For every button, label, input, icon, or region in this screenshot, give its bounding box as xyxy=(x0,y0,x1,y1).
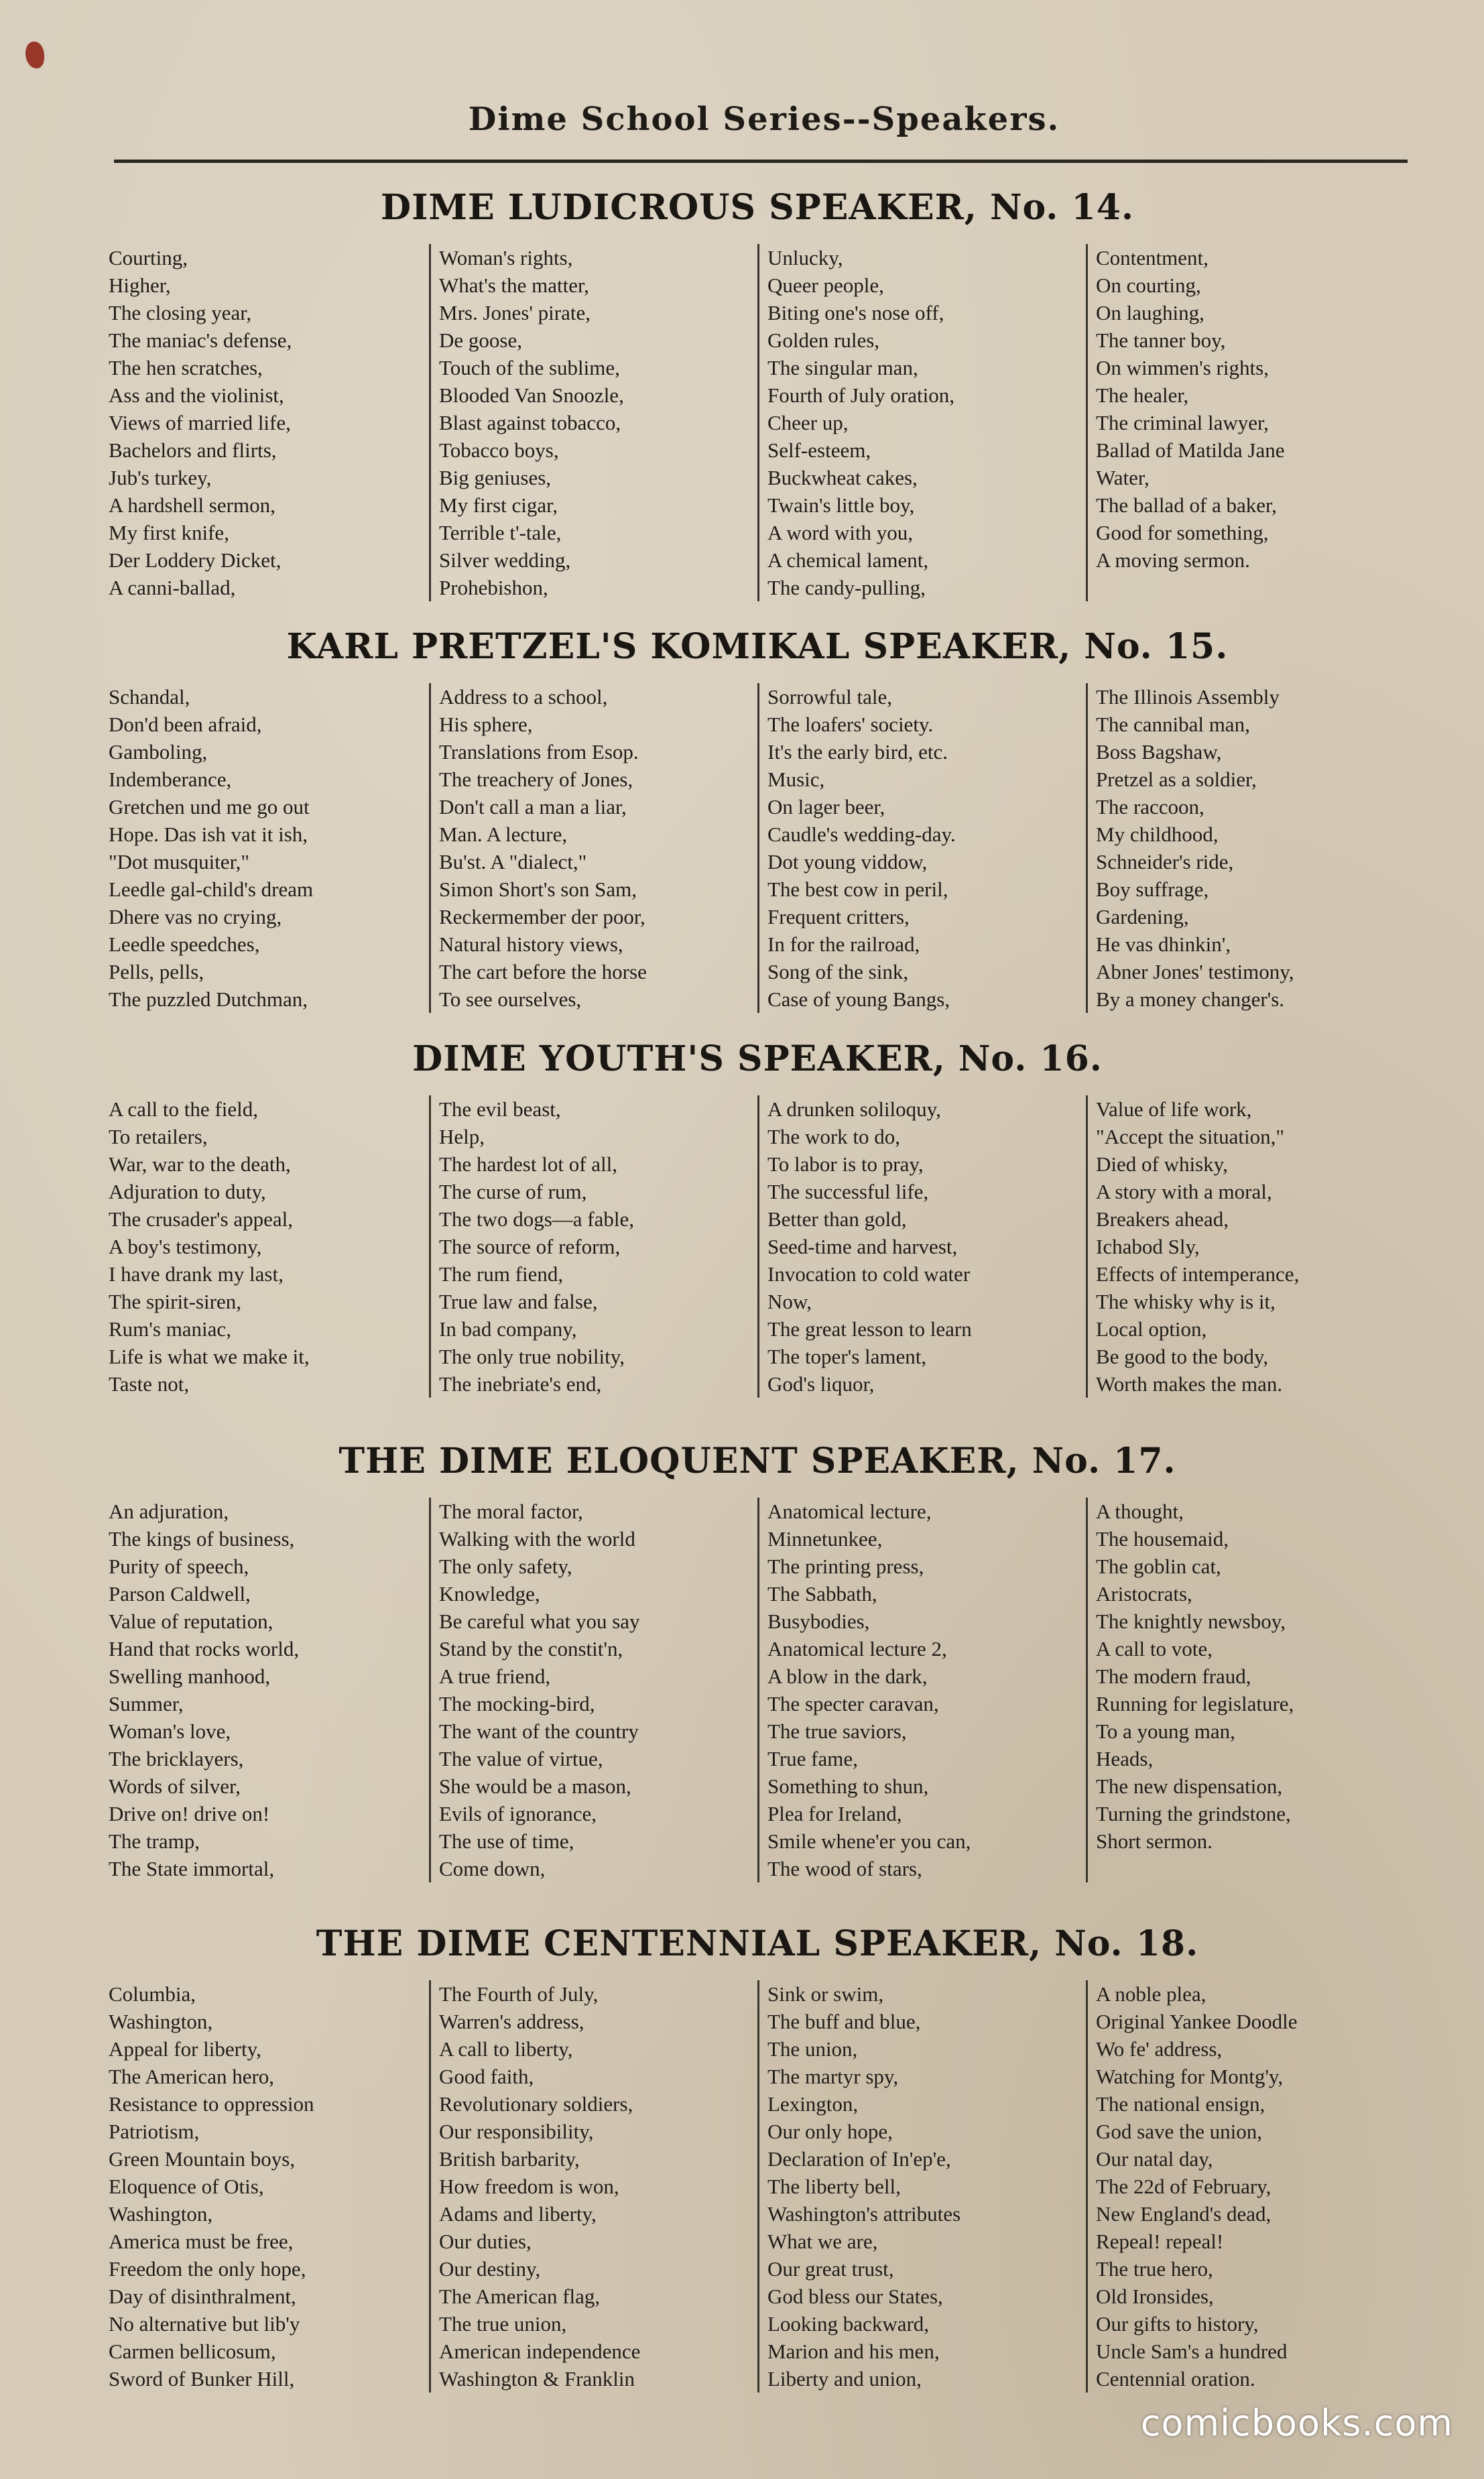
section-speaker-16 xyxy=(101,1032,1414,1398)
speech-title-entry: The goblin cat, xyxy=(1096,1555,1221,1578)
speech-title-entry: Parson Caldwell, xyxy=(109,1582,251,1606)
speech-title-entry: Caudle's wedding-day. xyxy=(767,823,956,846)
column-1 xyxy=(101,244,429,601)
speech-title-entry: Better than gold, xyxy=(767,1207,907,1231)
speech-title-entry: A boy's testimony, xyxy=(109,1235,262,1258)
speech-title-entry: Gardening, xyxy=(1096,905,1189,928)
column-1 xyxy=(101,1980,429,2393)
speech-title-entry: Worth makes the man. xyxy=(1096,1372,1283,1396)
watermark: comicbooks.com xyxy=(1140,2402,1453,2444)
speech-title-entry: Prohebishon, xyxy=(439,576,548,599)
speech-title-entry: Boy suffrage, xyxy=(1096,878,1209,901)
speech-title-entry: The bricklayers, xyxy=(109,1747,244,1770)
speech-title-entry: Blooded Van Snoozle, xyxy=(439,383,624,407)
speech-title-entry: Minnetunkee, xyxy=(767,1527,883,1551)
speech-title-entry: Frequent critters, xyxy=(767,905,910,928)
speech-title-entry: Now, xyxy=(767,1290,812,1313)
speech-title-entry: He vas dhinkin', xyxy=(1096,932,1231,956)
speech-title-entry: Wo fe' address, xyxy=(1096,2037,1223,2061)
speech-title-entry: The tanner boy, xyxy=(1096,328,1226,352)
speech-title-entry: Drive on! drive on! xyxy=(109,1802,270,1825)
speech-title-entry: Terrible t'-tale, xyxy=(439,521,562,544)
speech-title-entry: Address to a school, xyxy=(439,685,608,709)
speech-title-entry: Walking with the world xyxy=(439,1527,635,1551)
speech-title-entry: The best cow in peril, xyxy=(767,878,948,901)
speech-title-entry: The mocking-bird, xyxy=(439,1692,595,1715)
speech-title-entry: Reckermember der poor, xyxy=(439,905,645,928)
speech-title-entry: Higher, xyxy=(109,274,171,297)
speech-title-entry: A word with you, xyxy=(767,521,913,544)
speech-title-entry: On laughing, xyxy=(1096,301,1204,324)
speech-title-entry: God bless our States, xyxy=(767,2285,943,2308)
speech-title-entry: Our gifts to history, xyxy=(1096,2312,1259,2336)
speech-title-entry: The knightly newsboy, xyxy=(1096,1610,1286,1633)
speech-title-entry: By a money changer's. xyxy=(1096,987,1285,1011)
speech-title-entry: Schandal, xyxy=(109,685,190,709)
speech-title-entry: Plea for Ireland, xyxy=(767,1802,902,1825)
speech-title-entry: Centennial oration. xyxy=(1096,2367,1255,2391)
speech-title-entry: Blast against tobacco, xyxy=(439,411,621,434)
speech-title-entry: Pells, pells, xyxy=(109,960,204,983)
speech-title-entry: Smile whene'er you can, xyxy=(767,1829,971,1853)
speech-title-entry: Be good to the body, xyxy=(1096,1345,1269,1368)
speech-title-entry: Don't call a man a liar, xyxy=(439,795,627,819)
speech-title-entry: The value of virtue, xyxy=(439,1747,603,1770)
section-title: THE DIME ELOQUENT SPEAKER, No. 17. xyxy=(338,1441,1176,1482)
speech-title-entry: An adjuration, xyxy=(109,1500,229,1523)
speech-title-entry: Sword of Bunker Hill, xyxy=(109,2367,295,2391)
speech-title-entry: Our destiny, xyxy=(439,2257,541,2281)
speech-title-entry: Sorrowful tale, xyxy=(767,685,892,709)
column-3 xyxy=(757,1980,1086,2393)
speech-title-entry: The moral factor, xyxy=(439,1500,583,1523)
red-stain-mark xyxy=(25,42,44,68)
speech-title-entry: To retailers, xyxy=(109,1125,208,1148)
speech-title-entry: Uncle Sam's a hundred xyxy=(1096,2340,1288,2363)
speech-title-entry: The martyr spy, xyxy=(767,2065,899,2088)
speech-title-entry: The cannibal man, xyxy=(1096,713,1250,736)
speech-title-entry: The puzzled Dutchman, xyxy=(109,987,308,1011)
speech-title-entry: Silver wedding, xyxy=(439,548,571,572)
speech-title-entry: Washington, xyxy=(109,2010,213,2033)
speech-title-entry: A blow in the dark, xyxy=(767,1665,928,1688)
speech-title-entry: Bu'st. A "dialect," xyxy=(439,850,587,873)
speech-title-entry: Music, xyxy=(767,768,825,791)
speech-title-entry: The wood of stars, xyxy=(767,1857,922,1880)
section-title: THE DIME CENTENNIAL SPEAKER, No. 18. xyxy=(316,1923,1199,1964)
speech-title-entry: The national ensign, xyxy=(1096,2092,1265,2116)
speech-title-entry: Abner Jones' testimony, xyxy=(1096,960,1294,983)
speech-title-entry: "Accept the situation," xyxy=(1096,1125,1284,1148)
speech-title-entry: Rum's maniac, xyxy=(109,1317,231,1341)
speech-title-entry: What we are, xyxy=(767,2230,878,2253)
speech-title-entry: Leedle speedches, xyxy=(109,932,260,956)
speech-title-entry: Looking backward, xyxy=(767,2312,930,2336)
speech-title-entry: Taste not, xyxy=(109,1372,190,1396)
speech-title-entry: Woman's love, xyxy=(109,1719,231,1743)
speech-title-entry: Dot young viddow, xyxy=(767,850,928,873)
speech-title-entry: Golden rules, xyxy=(767,328,880,352)
speech-title-entry: Big geniuses, xyxy=(439,466,552,489)
speech-title-entry: Eloquence of Otis, xyxy=(109,2175,264,2198)
speech-title-entry: It's the early bird, etc. xyxy=(767,740,948,764)
speech-title-entry: Breakers ahead, xyxy=(1096,1207,1229,1231)
speech-title-entry: Come down, xyxy=(439,1857,546,1880)
speech-title-entry: The work to do, xyxy=(767,1125,901,1148)
speech-title-entry: The only true nobility, xyxy=(439,1345,625,1368)
speech-title-entry: Gretchen und me go out xyxy=(109,795,310,819)
section-title: DIME YOUTH'S SPEAKER, No. 16. xyxy=(412,1038,1103,1079)
speech-title-entry: Dhere vas no crying, xyxy=(109,905,282,928)
speech-title-entry: Lexington, xyxy=(767,2092,859,2116)
speech-title-entry: I have drank my last, xyxy=(109,1262,284,1286)
speech-title-entry: Life is what we make it, xyxy=(109,1345,310,1368)
speech-title-entry: What's the matter, xyxy=(439,274,589,297)
speech-title-entry: Gamboling, xyxy=(109,740,208,764)
speech-title-entry: American independence xyxy=(439,2340,641,2363)
speech-title-entry: Purity of speech, xyxy=(109,1555,249,1578)
speech-title-entry: In for the railroad, xyxy=(767,932,920,956)
speech-title-entry: Marion and his men, xyxy=(767,2340,940,2363)
speech-title-entry: A call to the field, xyxy=(109,1097,258,1121)
speech-title-entry: Schneider's ride, xyxy=(1096,850,1234,873)
speech-title-entry: The curse of rum, xyxy=(439,1180,587,1203)
speech-title-entry: Twain's little boy, xyxy=(767,493,915,517)
speech-title-entry: Aristocrats, xyxy=(1096,1582,1192,1606)
speech-title-entry: Turning the grindstone, xyxy=(1096,1802,1291,1825)
speech-title-entry: The toper's lament, xyxy=(767,1345,927,1368)
speech-title-entry: Cheer up, xyxy=(767,411,849,434)
speech-title-entry: Patriotism, xyxy=(109,2120,200,2143)
speech-title-entry: De goose, xyxy=(439,328,522,352)
speech-title-entry: Warren's address, xyxy=(439,2010,584,2033)
speech-title-entry: Running for legislature, xyxy=(1096,1692,1294,1715)
head-rule xyxy=(114,160,1408,163)
speech-title-entry: The use of time, xyxy=(439,1829,574,1853)
speech-title-entry: Fourth of July oration, xyxy=(767,383,954,407)
column-4 xyxy=(1086,1980,1414,2393)
speech-title-entry: On courting, xyxy=(1096,274,1201,297)
speech-title-entry: The Illinois Assembly xyxy=(1096,685,1280,709)
speech-title-entry: A canni-ballad, xyxy=(109,576,236,599)
speech-title-entry: On lager beer, xyxy=(767,795,885,819)
speech-title-entry: The true hero, xyxy=(1096,2257,1213,2281)
speech-title-entry: Summer, xyxy=(109,1692,184,1715)
speech-title-entry: Resistance to oppression xyxy=(109,2092,314,2116)
speech-title-entry: Our only hope, xyxy=(767,2120,893,2143)
speech-title-entry: Columbia, xyxy=(109,1982,196,2006)
speech-title-entry: A call to vote, xyxy=(1096,1637,1213,1660)
speech-title-entry: Washington, xyxy=(109,2202,213,2226)
speech-title-entry: Good faith, xyxy=(439,2065,534,2088)
speech-title-entry: The only safety, xyxy=(439,1555,572,1578)
speech-title-entry: "Dot musquiter," xyxy=(109,850,250,873)
speech-title-entry: The modern fraud, xyxy=(1096,1665,1251,1688)
speech-title-entry: The American flag, xyxy=(439,2285,601,2308)
speech-title-entry: My childhood, xyxy=(1096,823,1219,846)
speech-title-entry: The whisky why is it, xyxy=(1096,1290,1276,1313)
speech-title-entry: Washington's attributes xyxy=(767,2202,961,2226)
speech-title-entry: Case of young Bangs, xyxy=(767,987,950,1011)
column-4 xyxy=(1086,683,1414,1013)
speech-title-entry: The State immortal, xyxy=(109,1857,275,1880)
speech-title-entry: A chemical lament, xyxy=(767,548,929,572)
speech-title-entry: A hardshell sermon, xyxy=(109,493,275,517)
speech-title-entry: On wimmen's rights, xyxy=(1096,356,1269,379)
speech-title-entry: Contentment, xyxy=(1096,246,1209,269)
speech-title-entry: His sphere, xyxy=(439,713,533,736)
speech-title-entry: Anatomical lecture 2, xyxy=(767,1637,947,1660)
speech-title-entry: Died of whisky, xyxy=(1096,1152,1228,1176)
speech-title-entry: America must be free, xyxy=(109,2230,294,2253)
speech-title-entry: Adams and liberty, xyxy=(439,2202,597,2226)
speech-title-entry: Tobacco boys, xyxy=(439,438,559,462)
speech-title-entry: The successful life, xyxy=(767,1180,929,1203)
speech-title-entry: Day of disinthralment, xyxy=(109,2285,296,2308)
section-speaker-17 xyxy=(101,1435,1414,1882)
speech-title-entry: The great lesson to learn xyxy=(767,1317,972,1341)
speech-title-entry: Effects of intemperance, xyxy=(1096,1262,1300,1286)
speech-title-entry: A call to liberty, xyxy=(439,2037,573,2061)
speech-title-entry: The buff and blue, xyxy=(767,2010,921,2033)
section-title: DIME LUDICROUS SPEAKER, No. 14. xyxy=(381,187,1134,228)
speech-title-entry: No alternative but lib'y xyxy=(109,2312,300,2336)
speech-title-entry: Pretzel as a soldier, xyxy=(1096,768,1257,791)
speech-title-entry: Ass and the violinist, xyxy=(109,383,284,407)
speech-title-entry: The tramp, xyxy=(109,1829,200,1853)
speech-title-entry: A moving sermon. xyxy=(1096,548,1250,572)
speech-title-entry: The new dispensation, xyxy=(1096,1774,1283,1798)
speech-title-entry: Bachelors and flirts, xyxy=(109,438,277,462)
section-title: KARL PRETZEL'S KOMIKAL SPEAKER, No. 15. xyxy=(286,626,1229,667)
speech-title-entry: Our natal day, xyxy=(1096,2147,1213,2171)
speech-title-entry: Leedle gal-child's dream xyxy=(109,878,314,901)
speech-title-entry: Stand by the constit'n, xyxy=(439,1637,623,1660)
speech-title-entry: The raccoon, xyxy=(1096,795,1204,819)
speech-title-entry: The criminal lawyer, xyxy=(1096,411,1269,434)
speech-title-entry: Liberty and union, xyxy=(767,2367,922,2391)
speech-title-entry: The cart before the horse xyxy=(439,960,647,983)
speech-title-entry: Swelling manhood, xyxy=(109,1665,271,1688)
speech-title-entry: Queer people, xyxy=(767,274,884,297)
speech-title-entry: To a young man, xyxy=(1096,1719,1235,1743)
speech-title-entry: Value of life work, xyxy=(1096,1097,1252,1121)
speech-title-entry: Views of married life, xyxy=(109,411,291,434)
speech-title-entry: The Fourth of July, xyxy=(439,1982,599,2006)
speech-title-entry: She would be a mason, xyxy=(439,1774,631,1798)
column-4 xyxy=(1086,1498,1414,1882)
speech-title-entry: The loafers' society. xyxy=(767,713,934,736)
speech-title-entry: Song of the sink, xyxy=(767,960,909,983)
column-2 xyxy=(429,1095,757,1398)
speech-title-entry: The inebriate's end, xyxy=(439,1372,602,1396)
column-2 xyxy=(429,1980,757,2393)
speech-title-entry: True law and false, xyxy=(439,1290,598,1313)
speech-title-entry: Busybodies, xyxy=(767,1610,870,1633)
section-columns xyxy=(101,683,1414,1013)
section-speaker-14 xyxy=(101,181,1414,601)
speech-title-entry: In bad company, xyxy=(439,1317,577,1341)
speech-title-entry: Good for something, xyxy=(1096,521,1269,544)
speech-title-entry: The spirit-siren, xyxy=(109,1290,242,1313)
speech-title-entry: The housemaid, xyxy=(1096,1527,1229,1551)
speech-title-entry: The closing year, xyxy=(109,301,252,324)
section-columns xyxy=(101,1498,1414,1882)
speech-title-entry: Green Mountain boys, xyxy=(109,2147,296,2171)
speech-title-entry: Biting one's nose off, xyxy=(767,301,944,324)
speech-title-entry: Invocation to cold water xyxy=(767,1262,971,1286)
speech-title-entry: British barbarity, xyxy=(439,2147,580,2171)
speech-title-entry: The two dogs—a fable, xyxy=(439,1207,634,1231)
section-speaker-15 xyxy=(101,620,1414,1013)
speech-title-entry: A thought, xyxy=(1096,1500,1184,1523)
speech-title-entry: The true saviors, xyxy=(767,1719,907,1743)
speech-title-entry: A story with a moral, xyxy=(1096,1180,1272,1203)
speech-title-entry: Value of reputation, xyxy=(109,1610,273,1633)
speech-title-entry: The evil beast, xyxy=(439,1097,561,1121)
speech-title-entry: Something to shun, xyxy=(767,1774,929,1798)
speech-title-entry: My first cigar, xyxy=(439,493,558,517)
speech-title-entry: Touch of the sublime, xyxy=(439,356,620,379)
speech-title-entry: The union, xyxy=(767,2037,858,2061)
speech-title-entry: The want of the country xyxy=(439,1719,639,1743)
speech-title-entry: Repeal! repeal! xyxy=(1096,2230,1224,2253)
speech-title-entry: The treachery of Jones, xyxy=(439,768,633,791)
speech-title-entry: Der Loddery Dicket, xyxy=(109,548,282,572)
speech-title-entry: Hope. Das ish vat it ish, xyxy=(109,823,308,846)
speech-title-entry: Seed-time and harvest, xyxy=(767,1235,958,1258)
speech-title-entry: Heads, xyxy=(1096,1747,1154,1770)
speech-title-entry: Courting, xyxy=(109,246,188,269)
speech-title-entry: Appeal for liberty, xyxy=(109,2037,261,2061)
speech-title-entry: Knowledge, xyxy=(439,1582,540,1606)
section-speaker-18 xyxy=(101,1917,1414,2393)
speech-title-entry: The 22d of February, xyxy=(1096,2175,1272,2198)
speech-title-entry: Translations from Esop. xyxy=(439,740,639,764)
speech-title-entry: Hand that rocks world, xyxy=(109,1637,300,1660)
speech-title-entry: True fame, xyxy=(767,1747,858,1770)
column-1 xyxy=(101,1498,429,1882)
speech-title-entry: Carmen bellicosum, xyxy=(109,2340,276,2363)
speech-title-entry: Help, xyxy=(439,1125,485,1148)
column-3 xyxy=(757,244,1086,601)
speech-title-entry: The source of reform, xyxy=(439,1235,621,1258)
speech-title-entry: Watching for Montg'y, xyxy=(1096,2065,1284,2088)
speech-title-entry: To see ourselves, xyxy=(439,987,582,1011)
speech-title-entry: Our great trust, xyxy=(767,2257,894,2281)
column-3 xyxy=(757,1498,1086,1882)
speech-title-entry: Original Yankee Doodle xyxy=(1096,2010,1298,2033)
speech-title-entry: The liberty bell, xyxy=(767,2175,901,2198)
running-head: Dime School Series--Speakers. xyxy=(468,101,1060,138)
speech-title-entry: New England's dead, xyxy=(1096,2202,1272,2226)
column-4 xyxy=(1086,244,1414,601)
column-1 xyxy=(101,1095,429,1398)
speech-title-entry: Evils of ignorance, xyxy=(439,1802,597,1825)
speech-title-entry: How freedom is won, xyxy=(439,2175,619,2198)
speech-title-entry: Freedom the only hope, xyxy=(109,2257,306,2281)
speech-title-entry: Simon Short's son Sam, xyxy=(439,878,637,901)
speech-title-entry: The true union, xyxy=(439,2312,567,2336)
speech-title-entry: Buckwheat cakes, xyxy=(767,466,918,489)
speech-title-entry: Ballad of Matilda Jane xyxy=(1096,438,1285,462)
column-3 xyxy=(757,683,1086,1013)
speech-title-entry: Short sermon. xyxy=(1096,1829,1213,1853)
speech-title-entry: The printing press, xyxy=(767,1555,924,1578)
speech-title-entry: Unlucky, xyxy=(767,246,843,269)
speech-title-entry: The ballad of a baker, xyxy=(1096,493,1277,517)
speech-title-entry: The hen scratches, xyxy=(109,356,263,379)
speech-title-entry: The singular man, xyxy=(767,356,918,379)
speech-title-entry: Self-esteem, xyxy=(767,438,871,462)
speech-title-entry: Washington & Franklin xyxy=(439,2367,635,2391)
column-4 xyxy=(1086,1095,1414,1398)
speech-title-entry: Words of silver, xyxy=(109,1774,241,1798)
speech-title-entry: God save the union, xyxy=(1096,2120,1262,2143)
speech-title-entry: To labor is to pray, xyxy=(767,1152,924,1176)
speech-title-entry: A drunken soliloquy, xyxy=(767,1097,941,1121)
speech-title-entry: God's liquor, xyxy=(767,1372,875,1396)
speech-title-entry: Woman's rights, xyxy=(439,246,573,269)
speech-title-entry: The specter caravan, xyxy=(767,1692,939,1715)
column-2 xyxy=(429,683,757,1013)
speech-title-entry: Don'd been afraid, xyxy=(109,713,262,736)
speech-title-entry: The kings of business, xyxy=(109,1527,295,1551)
speech-title-entry: Ichabod Sly, xyxy=(1096,1235,1200,1258)
speech-title-entry: A noble plea, xyxy=(1096,1982,1207,2006)
section-columns xyxy=(101,244,1414,601)
speech-title-entry: Adjuration to duty, xyxy=(109,1180,266,1203)
speech-title-entry: Anatomical lecture, xyxy=(767,1500,932,1523)
speech-title-entry: Local option, xyxy=(1096,1317,1207,1341)
column-3 xyxy=(757,1095,1086,1398)
speech-title-entry: Sink or swim, xyxy=(767,1982,884,2006)
speech-title-entry: Water, xyxy=(1096,466,1150,489)
speech-title-entry: The rum fiend, xyxy=(439,1262,564,1286)
speech-title-entry: Man. A lecture, xyxy=(439,823,568,846)
speech-title-entry: Our responsibility, xyxy=(439,2120,594,2143)
speech-title-entry: The candy-pulling, xyxy=(767,576,926,599)
speech-title-entry: The American hero, xyxy=(109,2065,275,2088)
speech-title-entry: Our duties, xyxy=(439,2230,532,2253)
speech-title-entry: A true friend, xyxy=(439,1665,551,1688)
speech-title-entry: Be careful what you say xyxy=(439,1610,640,1633)
column-1 xyxy=(101,683,429,1013)
speech-title-entry: Declaration of In'ep'e, xyxy=(767,2147,951,2171)
speech-title-entry: Mrs. Jones' pirate, xyxy=(439,301,591,324)
speech-title-entry: The maniac's defense, xyxy=(109,328,292,352)
speech-title-entry: The hardest lot of all, xyxy=(439,1152,617,1176)
speech-title-entry: Revolutionary soldiers, xyxy=(439,2092,633,2116)
column-2 xyxy=(429,1498,757,1882)
section-columns xyxy=(101,1095,1414,1398)
section-columns xyxy=(101,1980,1414,2393)
speech-title-entry: Jub's turkey, xyxy=(109,466,212,489)
column-2 xyxy=(429,244,757,601)
speech-title-entry: Indemberance, xyxy=(109,768,232,791)
speech-title-entry: The Sabbath, xyxy=(767,1582,877,1606)
speech-title-entry: The crusader's appeal, xyxy=(109,1207,293,1231)
speech-title-entry: Old Ironsides, xyxy=(1096,2285,1214,2308)
speech-title-entry: My first knife, xyxy=(109,521,229,544)
speech-title-entry: Natural history views, xyxy=(439,932,623,956)
speech-title-entry: War, war to the death, xyxy=(109,1152,291,1176)
speech-title-entry: Boss Bagshaw, xyxy=(1096,740,1222,764)
speech-title-entry: The healer, xyxy=(1096,383,1189,407)
